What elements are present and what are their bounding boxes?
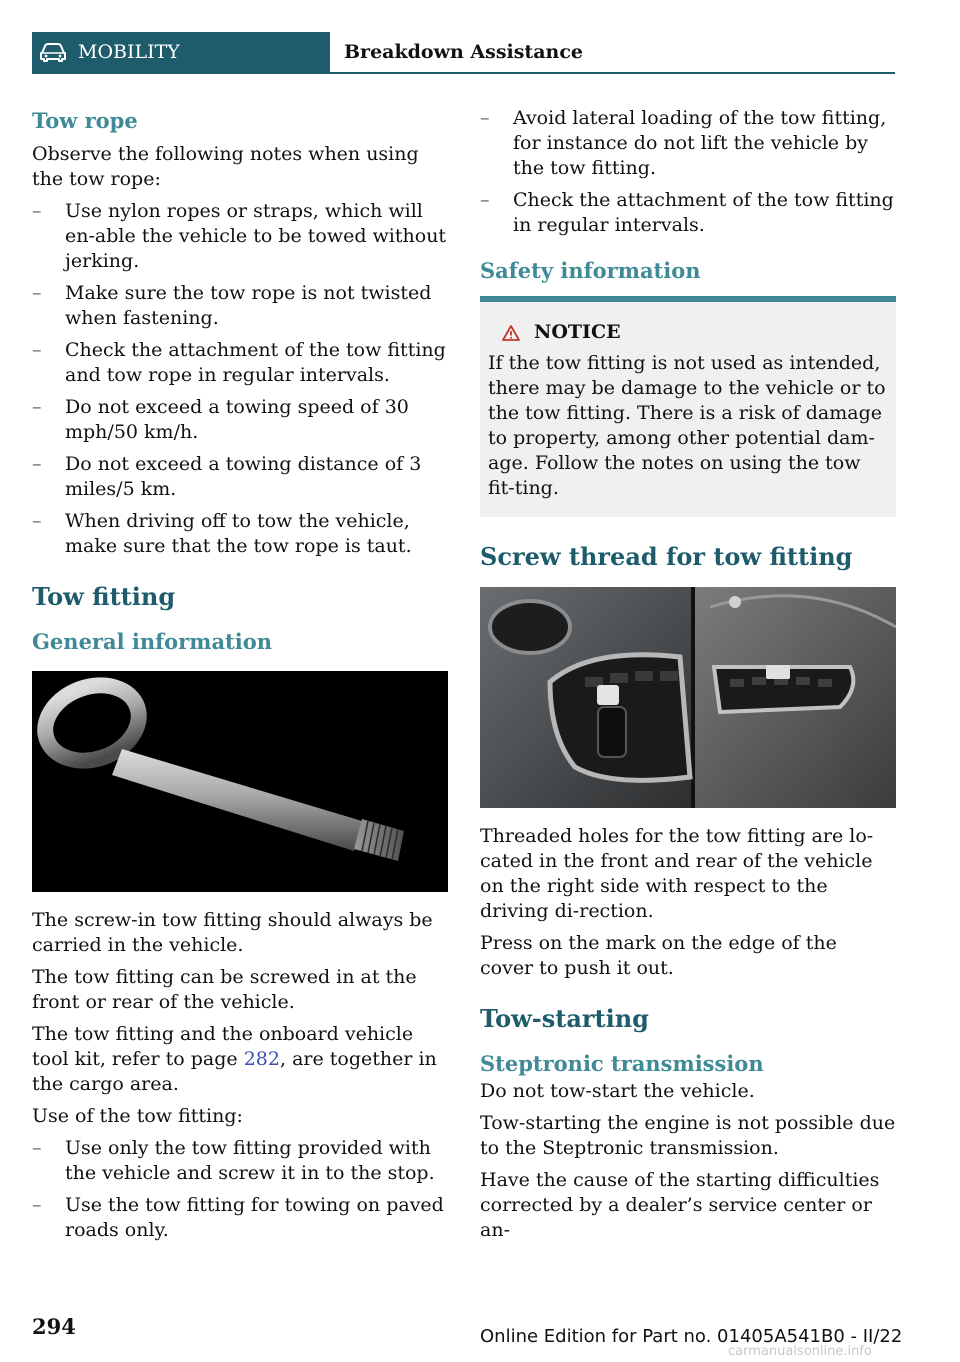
tow-rope-intro: Observe the following notes when using the tow rope:	[32, 143, 419, 190]
list-item: – Avoid lateral loading of the tow fitting, for instance do not lift the vehicle by the tow fitting.	[480, 106, 896, 181]
list-item: – Use nylon ropes or straps, which will en-able the vehicle to be towed without jerking.	[32, 199, 448, 274]
list-item: – Check the attachment of the tow fitting in regular intervals.	[480, 188, 896, 238]
tow-fitting-photo	[32, 671, 448, 892]
tow-rope-heading: Tow rope	[32, 108, 138, 133]
page-header	[32, 32, 895, 74]
notice-box	[480, 296, 896, 517]
watermark-text: carmanualsonline.info	[728, 1344, 872, 1359]
list-item: – When driving off to tow the vehicle, make sure that the tow rope is taut.	[32, 509, 448, 559]
screw-thread-heading: Screw thread for tow fitting	[480, 542, 853, 571]
paragraph: Have the cause of the starting difficulties corrected by a dealer’s service center or an-	[480, 1169, 880, 1241]
paragraph: The tow fitting can be screwed in at the front or rear of the vehicle.	[32, 966, 417, 1013]
tow-fitting-heading: Tow fitting	[32, 582, 176, 611]
list-item: – Use only the tow fitting provided with the vehicle and screw it in to the stop.	[32, 1136, 448, 1186]
section-label: MOBILITY	[78, 41, 180, 63]
paragraph: The screw-in tow fitting should always be carried in the vehicle.	[32, 909, 433, 956]
list-item: – Check the attachment of the tow fitting and tow rope in regular intervals.	[32, 338, 448, 388]
use-list	[32, 1136, 448, 1243]
notice-label: NOTICE	[534, 321, 621, 343]
right-column	[480, 106, 896, 1250]
paragraph: Threaded holes for the tow fitting are lo-cated in the front and rear of the vehicle on the right side with respect to the driving di-rection.	[480, 825, 874, 922]
tow-starting-heading: Tow-starting	[480, 1004, 649, 1033]
tow-rope-list	[32, 199, 448, 559]
edition-footer: Online Edition for Part no. 01405A541B0 - II/22	[480, 1326, 903, 1347]
notice-header	[488, 320, 888, 345]
paragraph: Press on the mark on the edge of the cover to push it out.	[480, 932, 837, 979]
paragraph: Tow-starting the engine is not possible due to the Steptronic transmission.	[480, 1112, 896, 1159]
notice-text: If the tow fitting is not used as intended, there may be damage to the vehicle or to the tow fitting. There is a risk of damage to property, among other potential dam-age. Follow the notes on using the tow fit-ting.	[488, 352, 886, 499]
screw-thread-photo	[480, 587, 896, 808]
use-intro: Use of the tow fitting:	[32, 1105, 243, 1127]
page-reference-link[interactable]: 282	[243, 1048, 280, 1070]
chapter-title: Breakdown Assistance	[344, 41, 583, 63]
list-item: – Make sure the tow rope is not twisted when fastening.	[32, 281, 448, 331]
list-item: – Use the tow fitting for towing on paved roads only.	[32, 1193, 448, 1243]
warning-icon	[502, 325, 520, 341]
safety-heading: Safety information	[480, 258, 701, 283]
steptronic-heading: Steptronic transmission	[480, 1051, 764, 1076]
general-info-heading: General information	[32, 629, 273, 654]
fitting-list	[480, 106, 896, 238]
left-column	[32, 106, 448, 1250]
paragraph: The tow fitting and the onboard vehicle tool kit, refer to page 282, are together in the cargo area.	[32, 1023, 437, 1095]
section-tab	[32, 32, 330, 72]
list-item: – Do not exceed a towing speed of 30 mph/50 km/h.	[32, 395, 448, 445]
paragraph: Do not tow-start the vehicle.	[480, 1080, 755, 1102]
page-number: 294	[32, 1314, 76, 1339]
list-item: – Do not exceed a towing distance of 3 miles/5 km.	[32, 452, 448, 502]
car-icon	[38, 41, 68, 63]
